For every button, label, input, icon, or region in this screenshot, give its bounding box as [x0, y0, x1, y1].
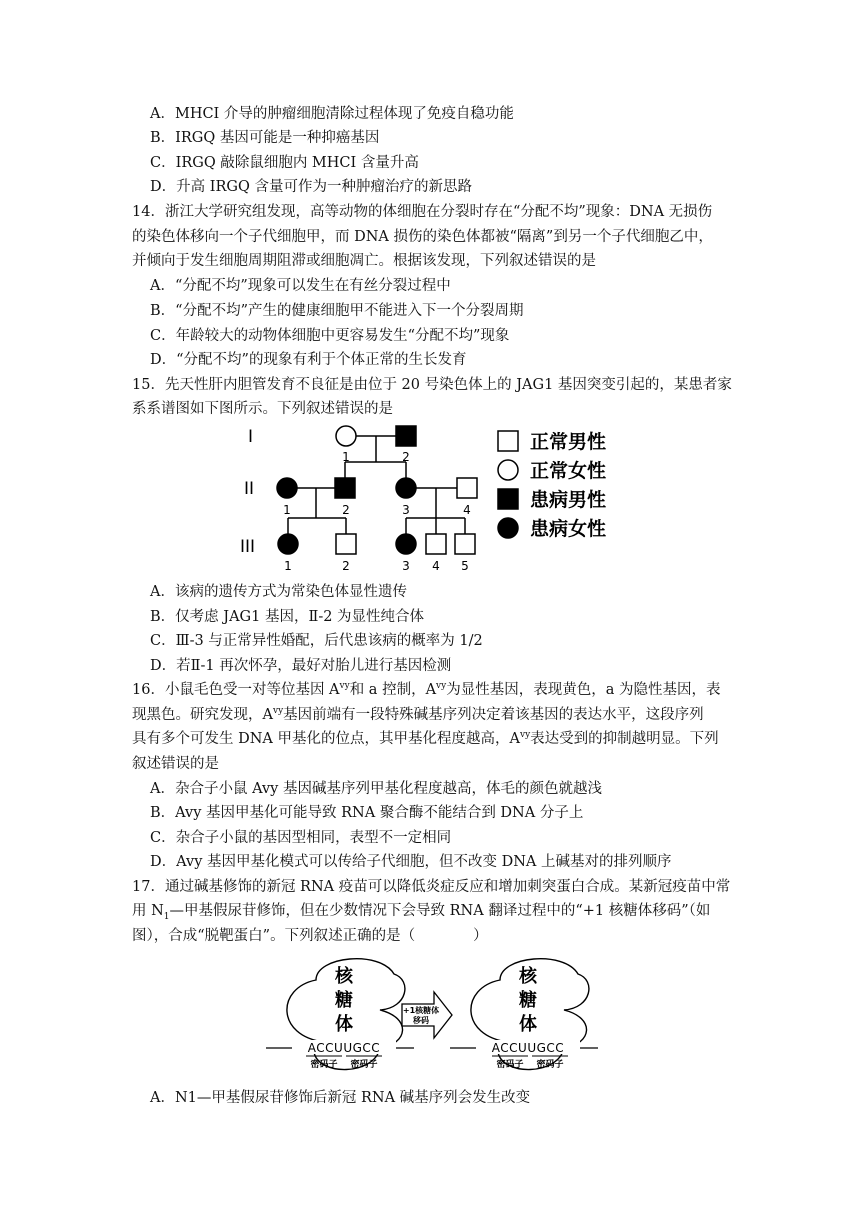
legend-normal-male: 正常男性	[530, 431, 607, 453]
ii1-affected-female	[277, 478, 297, 498]
q16-option-a: A．杂合子小鼠 Avy 基因碱基序列甲基化程度越高，体毛的颜色就越浅	[150, 781, 602, 797]
q14-stem-line-3: 并倾向于发生细胞周期阻滞或细胞凋亡。根据该发现，下列叙述错误的是	[132, 253, 596, 269]
label-ii-4: 4	[463, 503, 471, 517]
ribosome-left-char-3: 体	[335, 1014, 353, 1035]
arrow-label-line-1: +1核糖体	[402, 1006, 440, 1015]
q13-option-a: A．MHCI 介导的肿瘤细胞清除过程体现了免疫自稳功能	[150, 106, 514, 122]
label-iii-4: 4	[432, 559, 440, 573]
q17-option-a: A．N1—甲基假尿苷修饰后新冠 RNA 碱基序列会发生改变	[150, 1090, 531, 1106]
sequence-right: ACCUUGCC	[491, 1041, 565, 1055]
q15-option-c: C．Ⅲ-3 与正常异性婚配，后代患该病的概率为 1/2	[150, 633, 483, 649]
sequence-left: ACCUUGCC	[307, 1041, 381, 1055]
q14-stem-line-2: 的染色体移向一个子代细胞甲，而 DNA 损伤的染色体都被“隔离”到另一个子代细胞乙中，	[132, 229, 713, 245]
legend-affected-male-symbol	[498, 489, 518, 509]
q14-option-a: A．“分配不均”现象可以发生在有丝分裂过程中	[150, 278, 451, 294]
label-iii-2: 2	[342, 559, 350, 573]
ribosome-left-char-2: 糖	[335, 990, 353, 1011]
ribosome-frameshift-figure	[262, 952, 602, 1084]
q16-stem-line-2: 现黑色。研究发现，$A^{vy}$基因前端有一段特殊碱基序列决定着该基因的表达水平，这段序列	[132, 706, 704, 723]
codon-label-right-2: 密码子	[536, 1060, 564, 1070]
q15-option-b: B．仅考虑 JAG1 基因，Ⅱ-2 为显性纯合体	[150, 609, 425, 625]
q16-option-d: D．Avy 基因甲基化模式可以传给子代细胞，但不改变 DNA 上碱基对的排列顺序	[150, 854, 672, 870]
label-iii-3: 3	[402, 559, 410, 573]
q16-option-b: B．Avy 基因甲基化可能导致 RNA 聚合酶不能结合到 DNA 分子上	[150, 805, 584, 821]
q15-stem-line-2: 系系谱图如下图所示。下列叙述错误的是	[132, 401, 393, 417]
q13-option-d: D．升高 IRGQ 含量可作为一种肿瘤治疗的新思路	[150, 179, 472, 195]
q14-option-c: C．年龄较大的动物体细胞中更容易发生“分配不均”现象	[150, 328, 510, 344]
ii3-affected-female	[396, 478, 416, 498]
i2-affected-male	[396, 426, 416, 446]
label-iii-1: 1	[284, 559, 292, 573]
pedigree-chart	[230, 418, 630, 576]
q15-option-a: A．该病的遗传方式为常染色体显性遗传	[150, 584, 407, 600]
gen-label-iii: III	[240, 537, 256, 557]
codon-label-left-2: 密码子	[350, 1060, 378, 1070]
q17-stem-line-1: 17．通过碱基修饰的新冠 RNA 疫苗可以降低炎症反应和增加刺突蛋白合成。某新冠疫苗中常	[132, 879, 731, 895]
iii3-affected-female	[396, 534, 416, 554]
q16-stem-line-3: 具有多个可发生 DNA 甲基化的位点，其甲基化程度越高，$A^{vy}$表达受到的抑制越明显。下列	[132, 730, 719, 747]
codon-label-right-1: 密码子	[496, 1060, 524, 1070]
ribosome-left-char-1: 核	[335, 966, 353, 987]
q16-option-c: C．杂合子小鼠的基因型相同，表型不一定相同	[150, 830, 452, 846]
iii1-affected-female	[278, 534, 298, 554]
label-ii-3: 3	[402, 503, 410, 517]
gen-label-i: I	[248, 427, 254, 447]
ribosome-right-char-1: 核	[519, 966, 537, 987]
q16-stem-line-1: 16．小鼠毛色受一对等位基因 $A^{vy}$和 a 控制，$A^{vy}$为显性基因，表现黄色，a 为隐性基因，表	[132, 681, 721, 698]
legend-affected-female-symbol	[498, 518, 518, 538]
label-i-2: 2	[402, 450, 410, 464]
legend-affected-male: 患病男性	[530, 489, 607, 511]
iii5-normal-male	[455, 534, 475, 554]
ribosome-right-char-3: 体	[519, 1014, 537, 1035]
ii4-normal-male	[457, 478, 477, 498]
legend-normal-male-symbol	[498, 431, 518, 451]
q14-option-d: D．“分配不均”的现象有利于个体正常的生长发育	[150, 352, 467, 368]
iii4-normal-male	[426, 534, 446, 554]
q17-stem-line-2: 用 $N_1—$甲基假尿苷修饰，但在少数情况下会导致 RNA 翻译过程中的“+1 核糖体移码”（如	[132, 903, 711, 922]
q13-option-b: B．IRGQ 基因可能是一种抑癌基因	[150, 130, 380, 146]
frameshift-arrow	[402, 992, 452, 1038]
q14-stem-line-1: 14．浙江大学研究组发现，高等动物的体细胞在分裂时存在“分配不均”现象：DNA 无损伤	[132, 204, 713, 220]
iii2-normal-male	[336, 534, 356, 554]
ii2-affected-male	[335, 478, 355, 498]
label-iii-5: 5	[461, 559, 469, 573]
legend-normal-female: 正常女性	[530, 460, 607, 482]
legend-normal-female-symbol	[498, 460, 518, 480]
label-ii-2: 2	[342, 503, 350, 517]
legend-affected-female: 患病女性	[530, 518, 607, 540]
q15-option-d: D．若Ⅱ-1 再次怀孕，最好对胎儿进行基因检测	[150, 658, 452, 674]
q17-stem-line-3: 图），合成“脱靶蛋白”。下列叙述正确的是（ ）	[132, 928, 488, 944]
q13-option-c: C．IRGQ 敲除鼠细胞内 MHCI 含量升高	[150, 155, 419, 171]
ribosome-right-char-2: 糖	[519, 990, 537, 1011]
q15-stem-line-1: 15．先天性肝内胆管发育不良征是由位于 20 号染色体上的 JAG1 基因突变引起的，某患者家	[132, 377, 732, 393]
i1-normal-female	[336, 426, 356, 446]
q14-option-b: B．“分配不均”产生的健康细胞甲不能进入下一个分裂周期	[150, 303, 524, 319]
label-i-1: 1	[342, 450, 350, 464]
gen-label-ii: II	[244, 479, 255, 499]
label-ii-1: 1	[283, 503, 291, 517]
q16-stem-line-4: 叙述错误的是	[132, 756, 219, 772]
codon-label-left-1: 密码子	[310, 1060, 338, 1070]
arrow-label-line-2: 移码	[413, 1016, 429, 1025]
